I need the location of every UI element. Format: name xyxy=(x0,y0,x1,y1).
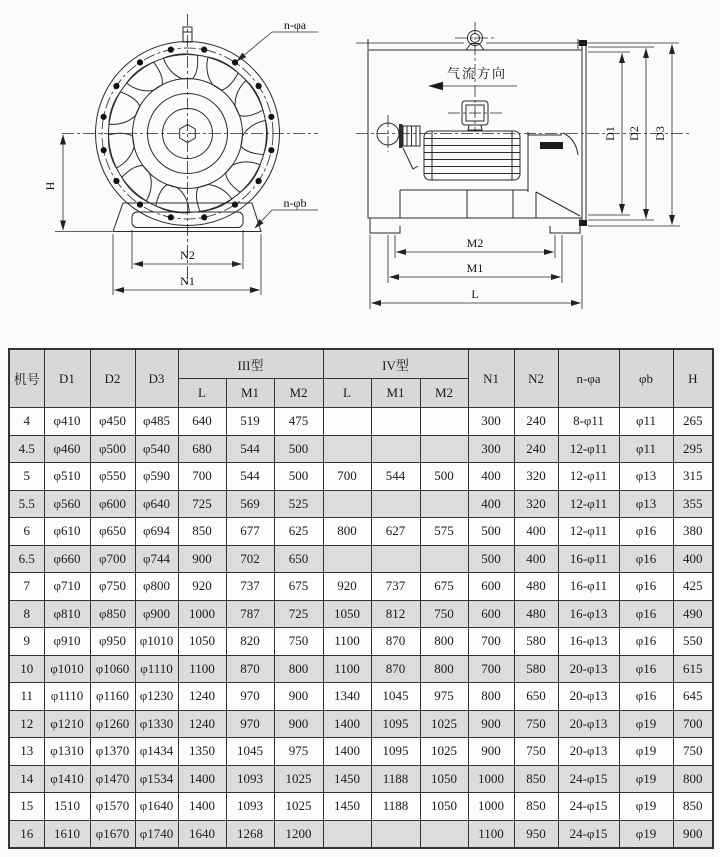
table-cell: 1240 xyxy=(178,710,226,738)
table-cell: 700 xyxy=(178,463,226,491)
table-cell: φ1110 xyxy=(44,683,90,711)
technical-drawing xyxy=(0,0,720,344)
table-cell xyxy=(420,490,468,518)
table-cell: φ1310 xyxy=(44,738,90,766)
table-cell: 519 xyxy=(226,408,274,436)
table-cell xyxy=(323,820,371,848)
fan-drawing-svg xyxy=(0,0,720,344)
table-cell: 544 xyxy=(226,463,274,491)
table-body xyxy=(9,408,713,849)
table-row xyxy=(9,518,713,546)
table-cell: 600 xyxy=(468,573,514,601)
spec-table-wrap xyxy=(0,344,720,849)
table-cell: 1025 xyxy=(274,765,323,793)
table-cell xyxy=(323,435,371,463)
table-cell xyxy=(323,490,371,518)
table-cell: 20-φ13 xyxy=(558,710,619,738)
table-cell: 870 xyxy=(226,655,274,683)
table-cell: 750 xyxy=(514,738,558,766)
table-cell: 1510 xyxy=(44,793,90,821)
header-type3-l: L xyxy=(178,379,226,408)
table-cell: 4.5 xyxy=(9,435,44,463)
table-cell: φ694 xyxy=(135,518,178,546)
table-cell: 800 xyxy=(420,628,468,656)
table-cell: 850 xyxy=(514,793,558,821)
dim-d3-label: D3 xyxy=(653,126,667,141)
table-cell: 850 xyxy=(178,518,226,546)
table-cell: 20-φ13 xyxy=(558,738,619,766)
table-cell: φ540 xyxy=(135,435,178,463)
table-cell xyxy=(323,408,371,436)
hole-b-label: n-φb xyxy=(283,196,307,210)
table-cell: φ1410 xyxy=(44,765,90,793)
table-cell: φ744 xyxy=(135,545,178,573)
table-cell: φ900 xyxy=(135,600,178,628)
header-n2: N2 xyxy=(514,349,558,408)
table-cell: 575 xyxy=(420,518,468,546)
table-cell: φ500 xyxy=(90,435,135,463)
table-cell: 625 xyxy=(274,518,323,546)
table-cell: 725 xyxy=(178,490,226,518)
table-cell: φ1434 xyxy=(135,738,178,766)
spec-table xyxy=(8,348,714,849)
table-row xyxy=(9,545,713,573)
header-d1: D1 xyxy=(44,349,90,408)
table-cell: 8-φ11 xyxy=(558,408,619,436)
table-cell: 355 xyxy=(673,490,713,518)
table-cell: 12-φ11 xyxy=(558,518,619,546)
table-cell: φ640 xyxy=(135,490,178,518)
table-cell: 737 xyxy=(371,573,420,601)
table-cell xyxy=(371,820,420,848)
table-cell: φ750 xyxy=(90,573,135,601)
table-cell: 1000 xyxy=(178,600,226,628)
table-cell: 16-φ13 xyxy=(558,628,619,656)
table-cell: 480 xyxy=(514,573,558,601)
table-cell: 580 xyxy=(514,655,558,683)
table-cell: φ800 xyxy=(135,573,178,601)
table-cell: 580 xyxy=(514,628,558,656)
table-cell: 787 xyxy=(226,600,274,628)
table-cell: 380 xyxy=(673,518,713,546)
table-cell: 1340 xyxy=(323,683,371,711)
table-cell: 1050 xyxy=(178,628,226,656)
table-cell: 500 xyxy=(420,463,468,491)
table-cell: 1188 xyxy=(371,765,420,793)
table-row xyxy=(9,600,713,628)
table-cell: 1240 xyxy=(178,683,226,711)
table-cell: 700 xyxy=(468,655,514,683)
table-cell: 315 xyxy=(673,463,713,491)
table-cell: 400 xyxy=(673,545,713,573)
table-cell xyxy=(420,545,468,573)
table-cell: 675 xyxy=(420,573,468,601)
hole-a-label: n-φa xyxy=(283,18,307,32)
table-row xyxy=(9,490,713,518)
table-cell: 300 xyxy=(468,408,514,436)
table-cell: φ13 xyxy=(619,463,673,491)
table-cell: 900 xyxy=(468,738,514,766)
table-cell: 1025 xyxy=(274,793,323,821)
table-cell: 970 xyxy=(226,683,274,711)
header-n-phi-a: n-φa xyxy=(558,349,619,408)
table-cell: 1100 xyxy=(178,655,226,683)
table-cell: 525 xyxy=(274,490,323,518)
table-cell: φ16 xyxy=(619,683,673,711)
table-cell: 24-φ15 xyxy=(558,793,619,821)
table-cell: 702 xyxy=(226,545,274,573)
dim-n2-label: N2 xyxy=(180,248,195,262)
table-cell: 627 xyxy=(371,518,420,546)
table-cell: φ590 xyxy=(135,463,178,491)
table-cell: 7 xyxy=(9,573,44,601)
table-cell: 1025 xyxy=(420,738,468,766)
table-cell: 500 xyxy=(274,463,323,491)
table-cell: φ810 xyxy=(44,600,90,628)
table-cell: φ16 xyxy=(619,573,673,601)
table-cell: 900 xyxy=(468,710,514,738)
table-cell: φ610 xyxy=(44,518,90,546)
table-cell: 1093 xyxy=(226,765,274,793)
table-cell: 265 xyxy=(673,408,713,436)
table-row xyxy=(9,435,713,463)
table-cell: φ850 xyxy=(90,600,135,628)
table-cell: φ16 xyxy=(619,655,673,683)
table-cell: 4 xyxy=(9,408,44,436)
table-cell: 1000 xyxy=(468,765,514,793)
table-cell: 920 xyxy=(178,573,226,601)
table-cell: 1350 xyxy=(178,738,226,766)
airflow-arrowhead xyxy=(428,82,443,90)
table-row xyxy=(9,738,713,766)
table-cell: φ450 xyxy=(90,408,135,436)
table-cell: φ1640 xyxy=(135,793,178,821)
table-cell: 544 xyxy=(226,435,274,463)
table-row xyxy=(9,408,713,436)
header-h: H xyxy=(673,349,713,408)
table-cell: φ700 xyxy=(90,545,135,573)
table-cell: 240 xyxy=(514,435,558,463)
table-cell: 615 xyxy=(673,655,713,683)
table-cell: 640 xyxy=(178,408,226,436)
table-cell: 320 xyxy=(514,490,558,518)
table-cell: 544 xyxy=(371,463,420,491)
table-cell: 645 xyxy=(673,683,713,711)
table-cell: φ1060 xyxy=(90,655,135,683)
dim-d2-label: D2 xyxy=(627,126,641,141)
table-cell: φ1740 xyxy=(135,820,178,848)
bracket xyxy=(403,148,418,169)
table-cell: 1000 xyxy=(468,793,514,821)
table-cell: 900 xyxy=(274,683,323,711)
table-cell: 569 xyxy=(226,490,274,518)
table-cell: φ600 xyxy=(90,490,135,518)
table-cell: 1093 xyxy=(226,793,274,821)
table-cell: 400 xyxy=(514,545,558,573)
table-cell: φ19 xyxy=(619,738,673,766)
header-type3: III型 xyxy=(178,349,323,379)
table-cell: 850 xyxy=(673,793,713,821)
table-cell: 490 xyxy=(673,600,713,628)
table-cell: 1188 xyxy=(371,793,420,821)
table-cell: 16-φ13 xyxy=(558,600,619,628)
table-cell: 475 xyxy=(274,408,323,436)
table-cell: 900 xyxy=(178,545,226,573)
table-cell: φ1370 xyxy=(90,738,135,766)
table-cell: 725 xyxy=(274,600,323,628)
table-cell: 9 xyxy=(9,628,44,656)
table-cell: φ710 xyxy=(44,573,90,601)
table-cell: 700 xyxy=(323,463,371,491)
dim-n1-label: N1 xyxy=(180,274,195,288)
table-cell: 24-φ15 xyxy=(558,765,619,793)
table-cell: φ560 xyxy=(44,490,90,518)
table-row xyxy=(9,765,713,793)
table-cell: 1640 xyxy=(178,820,226,848)
table-cell: 870 xyxy=(371,655,420,683)
table-cell: 15 xyxy=(9,793,44,821)
header-phi-b: φb xyxy=(619,349,673,408)
table-cell: 970 xyxy=(226,710,274,738)
table-cell: 1045 xyxy=(226,738,274,766)
table-cell: φ16 xyxy=(619,600,673,628)
table-cell: 800 xyxy=(468,683,514,711)
table-cell: 1025 xyxy=(420,710,468,738)
table-cell: 677 xyxy=(226,518,274,546)
table-cell: φ950 xyxy=(90,628,135,656)
table-cell: 16 xyxy=(9,820,44,848)
table-cell: 675 xyxy=(274,573,323,601)
table-cell: 12 xyxy=(9,710,44,738)
table-cell: φ11 xyxy=(619,408,673,436)
table-cell: φ16 xyxy=(619,545,673,573)
table-cell: 950 xyxy=(514,820,558,848)
table-cell: φ410 xyxy=(44,408,90,436)
table-cell: 1050 xyxy=(323,600,371,628)
table-cell: φ910 xyxy=(44,628,90,656)
table-cell: 1268 xyxy=(226,820,274,848)
table-cell xyxy=(371,545,420,573)
table-cell: 16-φ11 xyxy=(558,545,619,573)
table-cell: 1100 xyxy=(323,628,371,656)
table-cell: φ485 xyxy=(135,408,178,436)
table-cell: 700 xyxy=(673,710,713,738)
table-cell: 1095 xyxy=(371,710,420,738)
table-cell: 550 xyxy=(673,628,713,656)
table-cell: 750 xyxy=(420,600,468,628)
table-cell: φ16 xyxy=(619,628,673,656)
table-cell: 6 xyxy=(9,518,44,546)
header-type3-m2: M2 xyxy=(274,379,323,408)
front-view xyxy=(43,14,318,295)
table-row xyxy=(9,793,713,821)
dim-m2-label: M2 xyxy=(466,236,484,250)
table-cell: 600 xyxy=(468,600,514,628)
dim-m1-label: M1 xyxy=(466,261,484,275)
table-cell: φ510 xyxy=(44,463,90,491)
table-cell: 480 xyxy=(514,600,558,628)
table-cell: 1200 xyxy=(274,820,323,848)
table-row xyxy=(9,573,713,601)
table-cell: φ1160 xyxy=(90,683,135,711)
table-header xyxy=(9,349,713,408)
table-cell: 800 xyxy=(274,655,323,683)
table-cell xyxy=(420,408,468,436)
table-cell: 975 xyxy=(420,683,468,711)
table-row xyxy=(9,683,713,711)
table-row xyxy=(9,820,713,848)
table-cell: 1100 xyxy=(323,655,371,683)
table-cell: φ1534 xyxy=(135,765,178,793)
table-cell xyxy=(420,435,468,463)
table-cell: 975 xyxy=(274,738,323,766)
table-cell: 20-φ13 xyxy=(558,655,619,683)
table-cell: 8 xyxy=(9,600,44,628)
header-d3: D3 xyxy=(135,349,178,408)
table-cell: φ1010 xyxy=(135,628,178,656)
table-row xyxy=(9,628,713,656)
table-cell: φ460 xyxy=(44,435,90,463)
table-cell xyxy=(371,435,420,463)
table-cell: 1095 xyxy=(371,738,420,766)
table-cell: 400 xyxy=(468,490,514,518)
table-cell: 240 xyxy=(514,408,558,436)
header-d2: D2 xyxy=(90,349,135,408)
table-cell: φ1570 xyxy=(90,793,135,821)
table-cell: 16-φ11 xyxy=(558,573,619,601)
table-cell: φ1010 xyxy=(44,655,90,683)
table-cell: 650 xyxy=(514,683,558,711)
table-cell: φ650 xyxy=(90,518,135,546)
table-cell: 1400 xyxy=(323,738,371,766)
table-cell: 425 xyxy=(673,573,713,601)
table-cell: 850 xyxy=(514,765,558,793)
dim-l-label: L xyxy=(471,287,479,301)
table-cell: φ11 xyxy=(619,435,673,463)
table-cell: 12-φ11 xyxy=(558,463,619,491)
table-cell: 650 xyxy=(274,545,323,573)
table-cell: 12-φ11 xyxy=(558,490,619,518)
side-view xyxy=(356,22,692,309)
table-cell: 6.5 xyxy=(9,545,44,573)
right-foot xyxy=(550,218,580,233)
table-cell: 1610 xyxy=(44,820,90,848)
table-cell: 750 xyxy=(514,710,558,738)
table-cell: 1050 xyxy=(420,793,468,821)
table-cell: 400 xyxy=(514,518,558,546)
table-cell: φ19 xyxy=(619,710,673,738)
table-cell: 14 xyxy=(9,765,44,793)
table-cell: 812 xyxy=(371,600,420,628)
table-cell: 1400 xyxy=(178,765,226,793)
table-cell: φ550 xyxy=(90,463,135,491)
table-cell: 300 xyxy=(468,435,514,463)
table-cell: 800 xyxy=(323,518,371,546)
table-cell: 900 xyxy=(673,820,713,848)
table-cell: φ1670 xyxy=(90,820,135,848)
table-cell: 5.5 xyxy=(9,490,44,518)
table-cell: φ1210 xyxy=(44,710,90,738)
table-cell: φ1470 xyxy=(90,765,135,793)
table-cell xyxy=(420,820,468,848)
table-cell: 870 xyxy=(371,628,420,656)
table-cell: φ19 xyxy=(619,765,673,793)
table-cell: 820 xyxy=(226,628,274,656)
table-row xyxy=(9,710,713,738)
dim-h-label: H xyxy=(43,181,57,191)
header-type4: IV型 xyxy=(323,349,468,379)
table-cell: φ19 xyxy=(619,793,673,821)
table-cell: 750 xyxy=(673,738,713,766)
table-cell: 295 xyxy=(673,435,713,463)
header-jihao: 机号 xyxy=(9,349,44,408)
header-n1: N1 xyxy=(468,349,514,408)
table-cell: 800 xyxy=(420,655,468,683)
header-type3-m1: M1 xyxy=(226,379,274,408)
table-cell: 1450 xyxy=(323,793,371,821)
table-cell: 13 xyxy=(9,738,44,766)
table-cell: 1400 xyxy=(323,710,371,738)
table-cell: 900 xyxy=(274,710,323,738)
table-cell: 500 xyxy=(468,545,514,573)
table-cell: 1400 xyxy=(178,793,226,821)
table-cell: φ1330 xyxy=(135,710,178,738)
table-cell: 680 xyxy=(178,435,226,463)
table-cell xyxy=(323,545,371,573)
table-cell: φ19 xyxy=(619,820,673,848)
hole-a-leader xyxy=(237,32,272,61)
table-cell: 800 xyxy=(673,765,713,793)
table-row xyxy=(9,463,713,491)
table-cell: φ1110 xyxy=(135,655,178,683)
table-cell: 500 xyxy=(274,435,323,463)
table-cell xyxy=(371,490,420,518)
table-cell: φ660 xyxy=(44,545,90,573)
table-cell xyxy=(371,408,420,436)
table-cell: 1450 xyxy=(323,765,371,793)
table-cell: φ1260 xyxy=(90,710,135,738)
table-cell: 20-φ13 xyxy=(558,683,619,711)
table-cell: 5 xyxy=(9,463,44,491)
airflow-direction-label: 气流方向 xyxy=(446,66,508,81)
table-cell: 12-φ11 xyxy=(558,435,619,463)
table-cell: 1100 xyxy=(468,820,514,848)
table-cell: 737 xyxy=(226,573,274,601)
table-cell: 320 xyxy=(514,463,558,491)
header-type4-m1: M1 xyxy=(371,379,420,408)
table-cell: φ16 xyxy=(619,518,673,546)
dim-d1-label: D1 xyxy=(603,126,617,141)
table-cell: 1045 xyxy=(371,683,420,711)
table-cell: φ13 xyxy=(619,490,673,518)
header-type4-l: L xyxy=(323,379,371,408)
table-cell: 700 xyxy=(468,628,514,656)
header-type4-m2: M2 xyxy=(420,379,468,408)
table-cell: φ1230 xyxy=(135,683,178,711)
table-row xyxy=(9,655,713,683)
table-cell: 10 xyxy=(9,655,44,683)
left-foot xyxy=(370,218,400,233)
table-cell: 920 xyxy=(323,573,371,601)
table-cell: 750 xyxy=(274,628,323,656)
table-cell: 400 xyxy=(468,463,514,491)
table-cell: 500 xyxy=(468,518,514,546)
table-cell: 11 xyxy=(9,683,44,711)
table-cell: 1050 xyxy=(420,765,468,793)
table-cell: 24-φ15 xyxy=(558,820,619,848)
